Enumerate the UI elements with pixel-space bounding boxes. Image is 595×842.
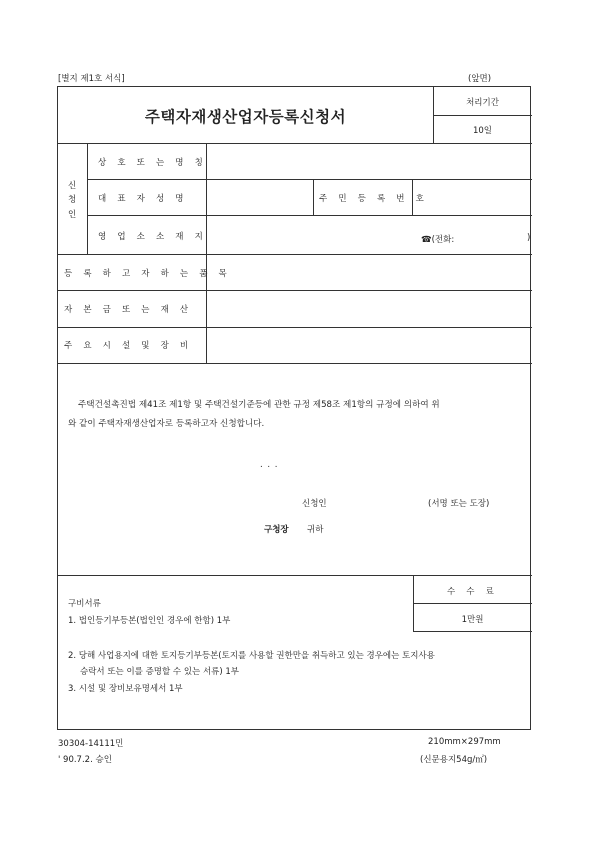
phone-label: ☎(전화:	[421, 235, 455, 245]
signature-seal-label: (서명 또는 도장)	[428, 499, 490, 509]
statement-line-2: 와 같이 주택자재생산업자로 등록하고자 신청합니다.	[68, 419, 265, 429]
rule	[413, 603, 532, 604]
rule	[58, 143, 532, 144]
required-document-1: 1. 법인등기부등본(법인인 경우에 한함) 1부	[68, 616, 231, 626]
required-documents-heading: 구비서류	[68, 599, 101, 609]
application-form	[57, 86, 531, 730]
addressee-honorific: 귀하	[307, 525, 324, 535]
fee-label: 수 수 료	[446, 587, 499, 597]
rule	[58, 327, 532, 328]
applicant-group-label-3: 인	[68, 210, 77, 220]
rule	[433, 115, 532, 116]
capital-label: 자 본 금 또 는 재 산	[64, 305, 193, 315]
rule	[206, 143, 207, 363]
rule	[58, 363, 532, 364]
registration-items-label: 등 록 하 고 자 하 는 품 목	[64, 269, 231, 279]
rule	[313, 179, 314, 215]
phone-close: )	[527, 233, 531, 243]
required-document-2: 2. 당해 사업용지에 대한 토지등기부등본(토지를 사용할 권한만을 취득하고 있는 경우에는 토지사용	[68, 651, 435, 661]
addressee: 구청장	[264, 525, 289, 535]
rule	[413, 631, 532, 632]
rule	[87, 143, 88, 254]
business-address-label: 영 업 소 소 재 지	[98, 232, 207, 242]
business-name-label: 상 호 또 는 명 칭	[98, 158, 207, 168]
footer-approval: ' 90.7.2. 승인	[58, 755, 112, 765]
rule	[87, 215, 532, 216]
resident-number-label: 주 민 등 록 번 호	[319, 194, 428, 204]
form-number: [별지 제1호 서식]	[58, 74, 125, 84]
form-title: 주택자재생산업자등록신청서	[144, 108, 347, 126]
applicant-group-label-1: 신	[68, 181, 77, 191]
required-document-3: 3. 시설 및 장비보유명세서 1부	[68, 684, 183, 694]
footer-code: 30304-14111민	[58, 739, 124, 749]
facilities-label: 주 요 시 설 및 장 비	[64, 341, 193, 351]
required-document-2-cont: 승락서 또는 이를 증명할 수 있는 서류) 1부	[80, 667, 240, 677]
processing-period-value: 10일	[472, 126, 493, 136]
statement-text	[68, 396, 528, 434]
rule	[87, 179, 532, 180]
rule	[58, 575, 532, 576]
applicant-group-label-2: 청	[68, 195, 77, 205]
processing-period-label: 처리기간	[466, 98, 499, 108]
rule	[58, 254, 532, 255]
fee-value: 1만원	[461, 615, 484, 625]
paper-size: 210mm×297mm	[428, 737, 501, 747]
statement-line-1: 주택건설촉진법 제41조 제1항 및 주택건설기준등에 관한 규정 제58조 제1항의 규정에 의하여 위	[78, 400, 440, 410]
rule	[58, 290, 532, 291]
representative-name-label: 대 표 자 성 명	[98, 194, 188, 204]
applicant-signature-label: 신청인	[302, 499, 327, 509]
page-side-label: (앞면)	[468, 74, 492, 84]
paper-type: (신문용지54g/㎡)	[420, 755, 488, 765]
application-date: . . .	[260, 460, 279, 470]
